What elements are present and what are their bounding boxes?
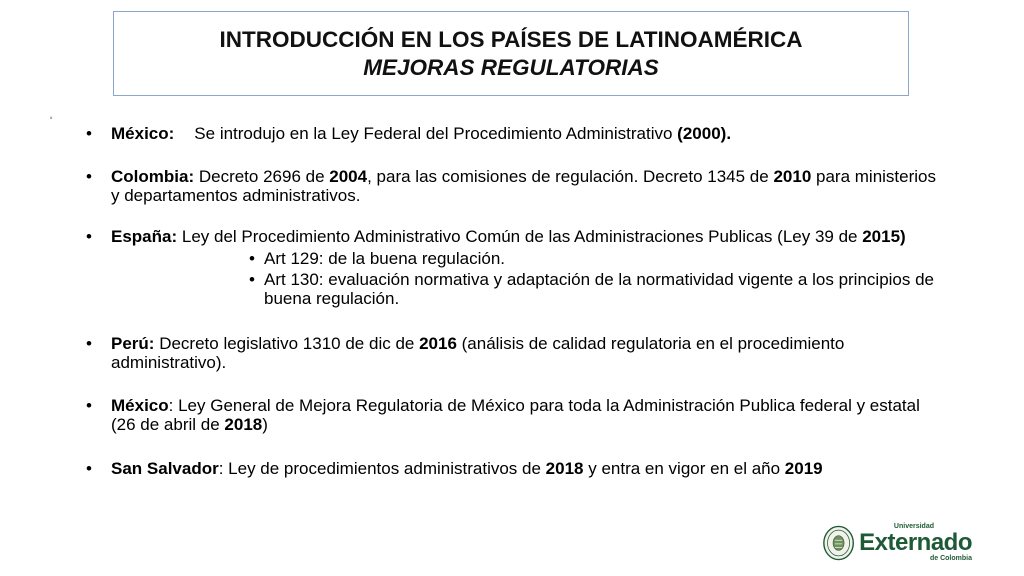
item-text: , para las comisiones de regulación. Decreto 1345 de [367,167,774,186]
list-item-colombia [86,167,936,205]
item-text: Decreto legislativo 1310 de dic de [154,334,420,353]
slide-subtitle: MEJORAS REGULATORIAS [363,54,659,80]
item-year: 2004 [329,167,368,186]
bullet-list [86,124,936,478]
item-text: (análisis de calidad regulatoria en el procedimiento administrativo). [111,334,845,372]
item-text: Decreto 2696 de [194,167,330,186]
item-year: (2000). [677,124,732,143]
sub-item-art-129: • Art 129: de la buena regulación. [249,249,936,268]
item-text: y entra en vigor en el año [583,459,785,478]
logo-main-text: Externado [859,529,972,556]
item-year: 2016 [419,334,457,353]
country-label: México [111,396,169,415]
list-item-espana [86,227,936,246]
sub-item-art-130: • Art 130: evaluación normativa y adaptación de la normatividad vigente a los principios de buena regulación. [249,270,936,308]
item-year: 2019 [784,459,823,478]
item-year: 2015) [862,227,906,246]
item-year: 2010 [773,167,812,186]
logo-bottom-text: de Colombia [929,555,972,562]
item-text: : Ley General de Mejora Regulatoria de México para toda la Administración Publica federal y estatal (26 de abril de [111,396,920,434]
item-year: 2018 [224,415,263,434]
logo-wordmark [859,523,972,563]
tiny-mark: ª [50,117,53,123]
university-logo [822,521,972,565]
list-item-mexico-2000 [86,124,936,143]
item-text: Ley del Procedimiento Administrativo Común de las Administraciones Publicas (Ley 39 de [177,227,863,246]
list-item-peru [86,334,936,372]
item-text: : Ley de procedimientos administrativos de [218,459,546,478]
country-label: México: [111,124,175,143]
country-label: Colombia: [111,167,195,186]
item-text: Se introdujo en la Ley Federal del Procedimiento Administrativo [194,124,678,143]
title-box [113,11,909,96]
item-year: 2018 [545,459,584,478]
list-item-san-salvador [86,459,936,478]
country-label: Perú: [111,334,155,353]
item-text: para ministerios y departamentos administrativos. [111,167,936,205]
slide-title: INTRODUCCIÓN EN LOS PAÍSES DE LATINOAMÉRICA [219,26,803,52]
list-item-mexico-2018 [86,396,936,434]
logo-top-text: Universidad [893,523,934,530]
country-label: España: [111,227,178,246]
seal-icon [822,523,855,563]
sub-list [86,249,936,308]
country-label: San Salvador [111,459,219,478]
item-text: ) [262,415,268,434]
